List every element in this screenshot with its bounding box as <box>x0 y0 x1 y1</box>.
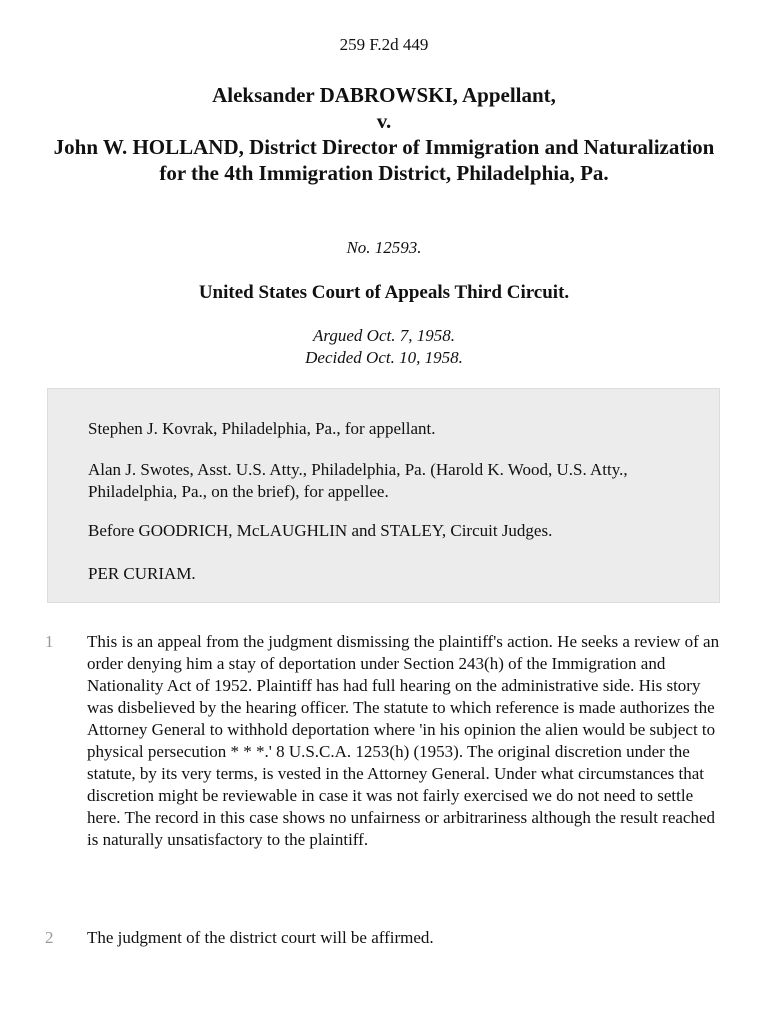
paragraph-number: 2 <box>45 928 54 947</box>
argued-date: Argued Oct. 7, 1958. <box>313 326 455 345</box>
paragraph-text: The judgment of the district court will be affirmed. <box>87 928 434 947</box>
judges-panel: Before GOODRICH, McLAUGHLIN and STALEY, Circuit Judges. <box>88 521 553 540</box>
appellee-counsel: Alan J. Swotes, Asst. U.S. Atty., Philadelphia, Pa. (Harold K. Wood, U.S. Atty., Philadelphia, Pa., on the brief), for appellee. <box>88 460 628 501</box>
counsel-box <box>47 388 720 603</box>
court-name: United States Court of Appeals Third Circuit. <box>198 282 570 303</box>
title-appellee: John W. HOLLAND, District Director of Immigration and Naturalization for the 4th Immigration District, Philadelphia, Pa. <box>53 135 715 185</box>
case-citation: 259 F.2d 449 <box>339 35 429 54</box>
title-appellant: Aleksander DABROWSKI, Appellant, <box>212 83 556 107</box>
appellant-counsel: Stephen J. Kovrak, Philadelphia, Pa., for appellant. <box>88 419 436 438</box>
docket-number: No. 12593. <box>346 238 422 257</box>
decided-date: Decided Oct. 10, 1958. <box>305 348 463 367</box>
per-curiam: PER CURIAM. <box>88 564 196 583</box>
title-versus: v. <box>376 109 392 133</box>
case-dates <box>0 325 768 369</box>
paragraph-text: This is an appeal from the judgment dismissing the plaintiff's action. He seeks a review of an order denying him a stay of deportation under Section 243(h) of the Immigration and Nationality Act of 1952. Plaintiff has had full hearing on the administrative side. His story was disbelieved by the hearing officer. The statute to which reference is made authorizes the Attorney General to withhold deportation where 'in his opinion the alien would be subject to physical persecution * * *.' 8 U.S.C.A. 1253(h) (1953). The original discretion under the statute, by its very terms, is vested in the Attorney General. Under what circumstances that discretion might be reviewable in case it was not fairly exercised we do not need to settle here. The record in this case shows no unfairness or arbitrariness although the result reached is naturally unsatisfactory to the plaintiff. <box>87 632 720 849</box>
case-title <box>40 82 728 186</box>
paragraph-number: 1 <box>45 632 54 651</box>
